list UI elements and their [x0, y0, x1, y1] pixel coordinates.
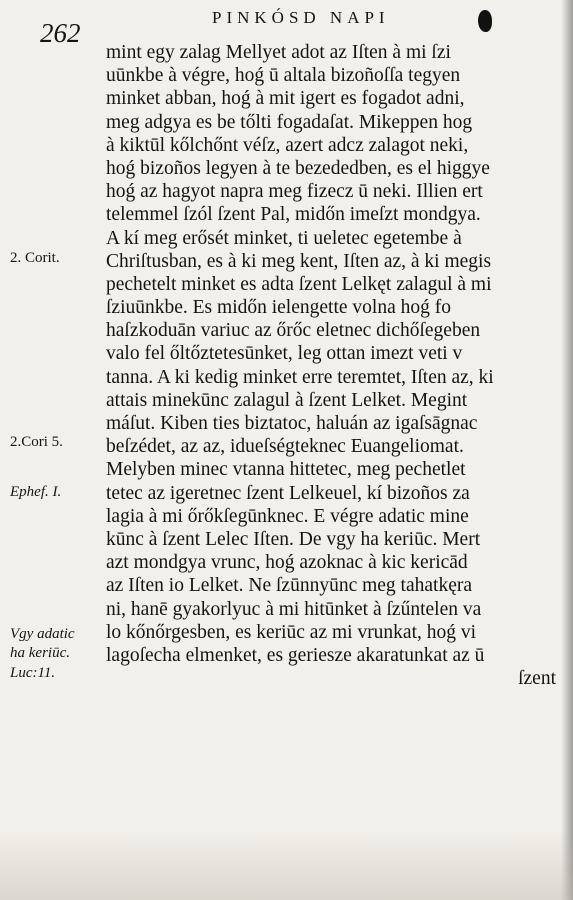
text-line: beſzédet, az az, idueſségteknec Euangeliomat.	[106, 436, 464, 458]
text-line: lagia à mi őrőkſegūnknec. E végre adatic mine	[106, 505, 469, 527]
text-line: meg adgya es be tőlti fogadaſat. Mikeppen hog	[106, 111, 473, 133]
page-gutter-shadow	[561, 0, 573, 900]
text-line: mint egy zalag Mellyet adot az Iſten à mi ſzi	[106, 42, 451, 63]
text-line: ſziuūnkbe. Es midőn ielengette volna hoǵ fo	[106, 297, 451, 319]
text-line: azt mondgya vrunc, hoǵ azoknac à kic kericād	[106, 552, 468, 574]
margin-note-luc: Luc:11.	[10, 665, 56, 681]
text-line: tanna. A ki kedig minket erre teremtet, Iſten az, ki	[106, 366, 494, 388]
text-line: uūnkbe à végre, hoǵ ū altala bizoñoſſa tegyen	[106, 65, 461, 87]
margin-note-ha-keriuc: ha keriūc.	[10, 645, 70, 661]
margin-note-2-cor-1: 2. Corit.	[10, 250, 60, 266]
text-line: hoǵ bizoños legyen à te bezededben, es el higgye	[106, 157, 490, 179]
page-bottom-shade	[0, 830, 573, 900]
text-line: máſut. Kiben ties biztatoc, haluán az igaſsāgnac	[106, 413, 478, 434]
page-number: 262	[40, 18, 81, 48]
margin-note-2-cor-5: 2.Cori 5.	[10, 434, 63, 450]
text-line: Chriſtusban, es à ki meg kent, Iſten az, à ki megis	[106, 250, 492, 272]
body-text	[106, 41, 556, 690]
text-line: minket abban, hoǵ à mit igert es fogadot adni,	[106, 88, 465, 110]
text-line: telemmel ſzól ſzent Pal, midőn imeſzt mondgya.	[106, 204, 481, 226]
text-line: ni, hanē gyakorlyuc à mi hitūnket à ſzűntelen va	[106, 598, 482, 620]
text-line: tetec az igeretnec ſzent Lelkeuel, kí bizoños za	[106, 482, 470, 504]
text-line: kūnc à ſzent Lelec Iſten. De vgy ha keriūc. Mert	[106, 528, 481, 550]
text-line: lagoſecha elmenket, es geriesze akaratunkat az ū	[106, 644, 485, 666]
text-line: az Iſten io Lelket. Ne ſzūnnyūnc meg tahatkęra	[106, 575, 473, 597]
text-line: pechetelt minket es adta ſzent Lelkęt zalagul à mi	[106, 273, 492, 295]
text-line: haſzkoduān variuc az őrőc eletnec dichőſegeben	[106, 320, 481, 342]
margin-note-vgy-adatic: Vgy adatic	[10, 626, 75, 642]
running-title: PINKÓSD NAPI	[212, 8, 390, 27]
text-line: hoǵ az hagyot napra meg fizecz ū neki. Illien ert	[106, 181, 483, 203]
ink-blot	[478, 10, 492, 32]
text-line: valo fel őltőztetesūnket, leg ottan imezt veti v	[106, 343, 463, 365]
text-line: lo kőnőrgesben, es keriūc az mi vrunkat, hoǵ vi	[106, 621, 477, 643]
catchword: ſzent	[518, 668, 556, 690]
margin-note-ephes: Ephef. I.	[10, 484, 62, 500]
text-line: Melyben minec vtanna hittetec, meg pechetlet	[106, 459, 466, 481]
text-line: A kí meg erősét minket, ti ueletec egetembe à	[106, 227, 462, 249]
text-line: attais minekūnc zalagul à ſzent Lelket. Megint	[106, 389, 468, 411]
text-line: à kiktūl kőlchőnt véſz, azert adcz zalagot neki,	[106, 134, 469, 156]
